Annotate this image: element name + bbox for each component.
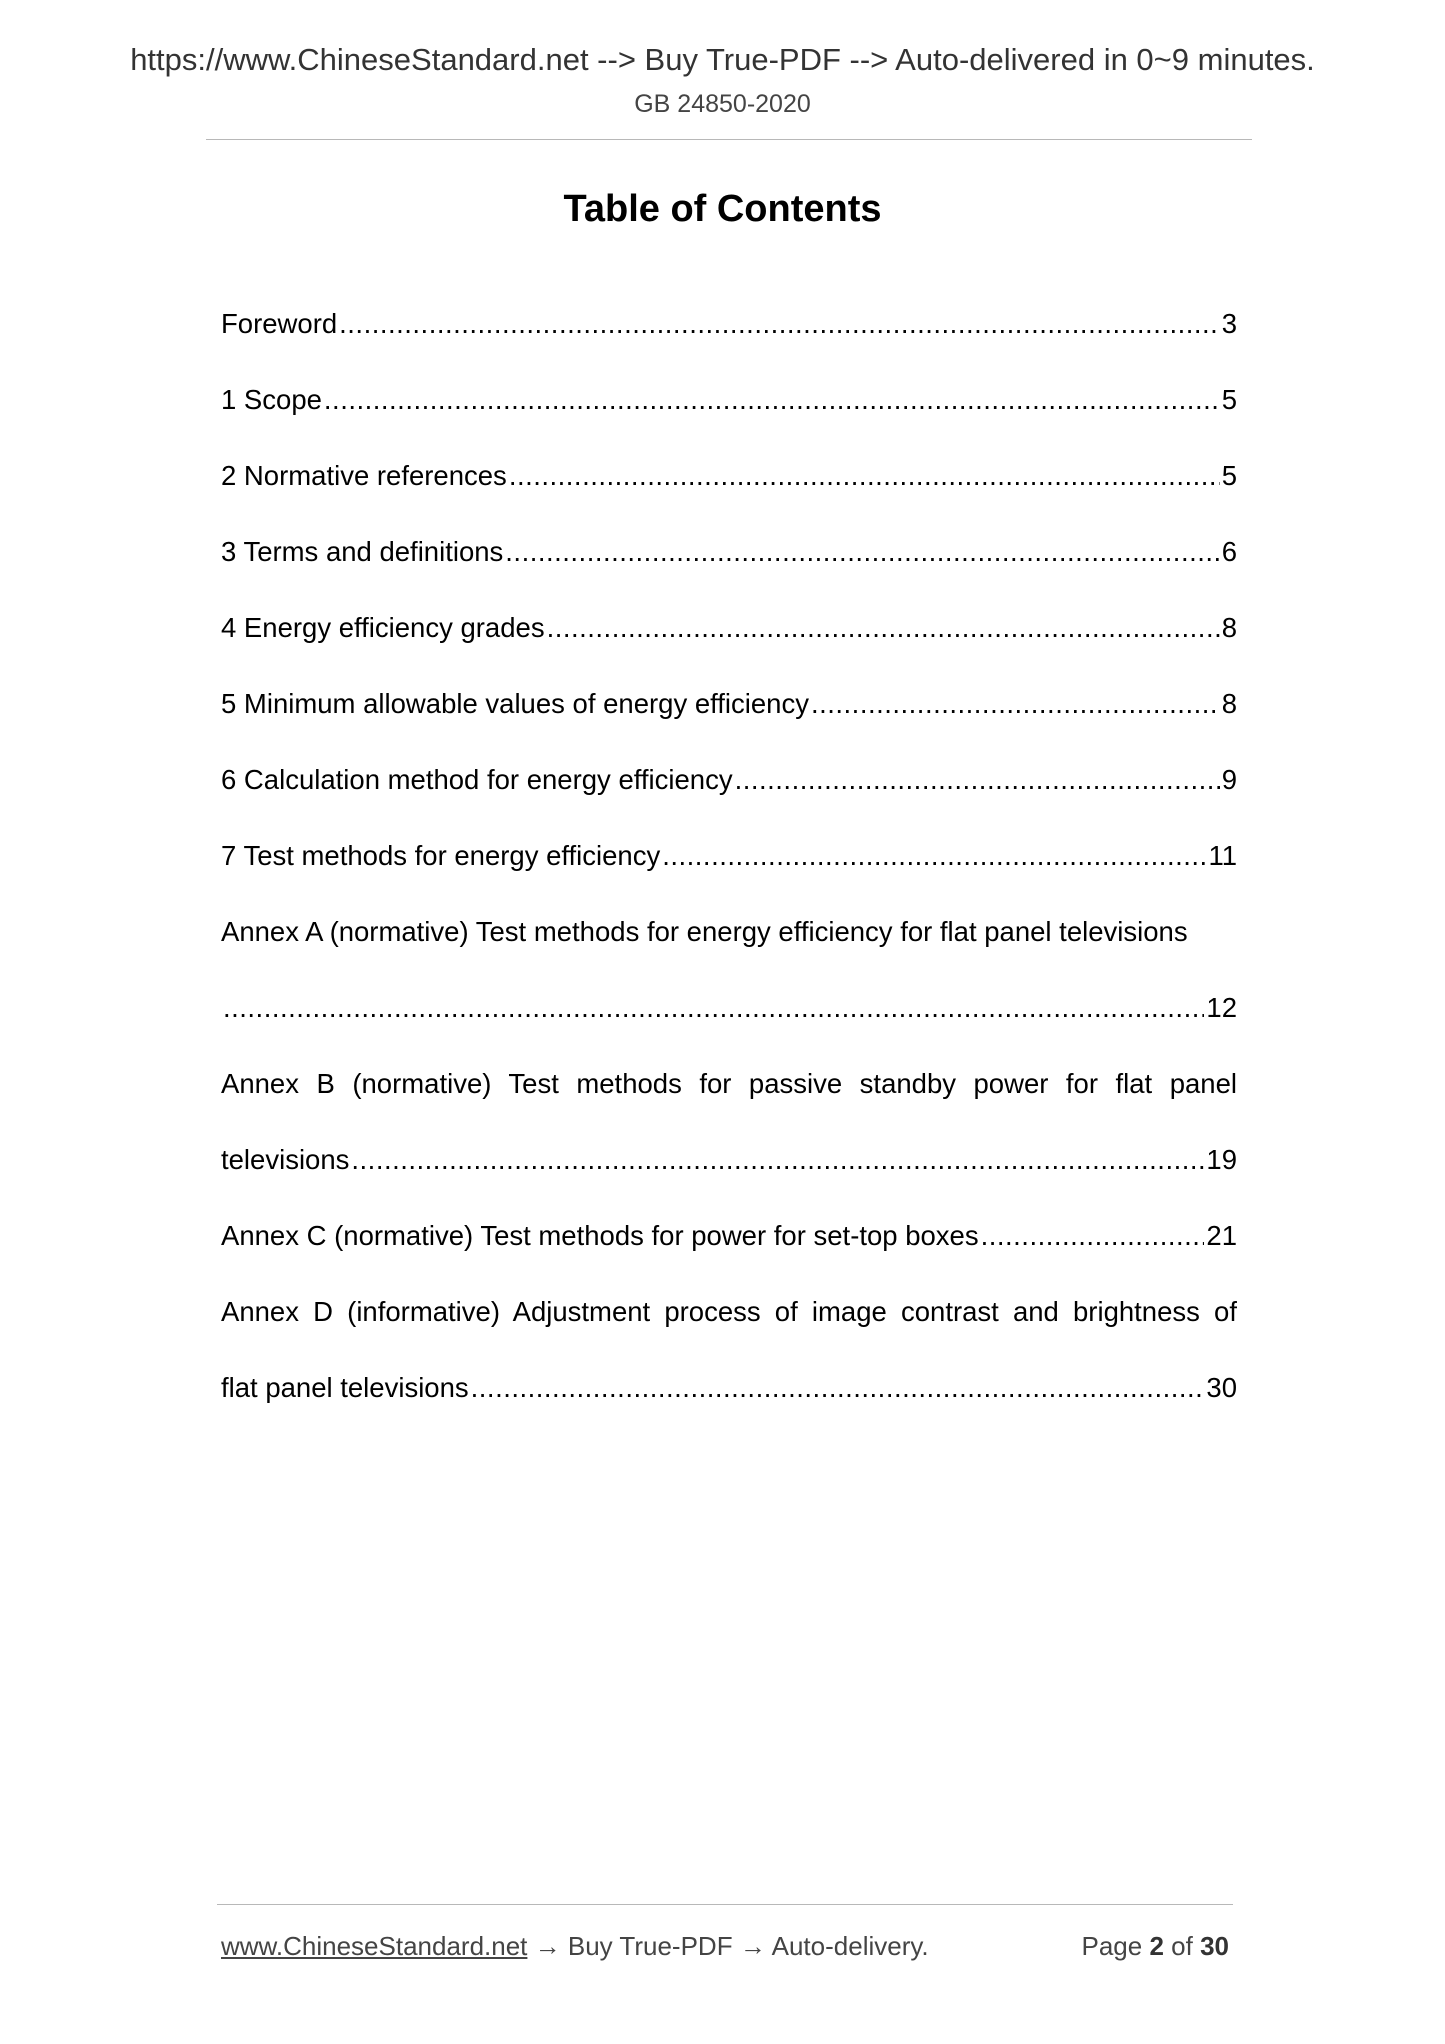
toc-entry-page: 6: [1221, 536, 1237, 567]
leader-dots: [339, 302, 1220, 346]
toc-entry-page: 30: [1206, 1372, 1237, 1403]
leader-dots: [509, 454, 1220, 498]
toc-entry-foreword[interactable]: [221, 302, 1237, 346]
toc-entry-label: 5 Minimum allowable values of energy efficiency: [221, 688, 809, 719]
leader-dots: [811, 682, 1220, 726]
toc-entry-page: 12: [1206, 992, 1237, 1023]
toc-entry-page: 3: [1221, 308, 1237, 339]
delivery-text: Auto-delivery.: [771, 1931, 929, 1961]
toc-entry-page: 9: [1221, 764, 1237, 795]
toc-entry-annex-a[interactable]: [221, 986, 1237, 1030]
toc-entry-annex-c[interactable]: [221, 1214, 1237, 1258]
site-link[interactable]: www.ChineseStandard.net: [221, 1931, 528, 1961]
toc-entry-label: 4 Energy efficiency grades: [221, 612, 545, 643]
toc-entry-page: 5: [1221, 384, 1237, 415]
page-of-label: of: [1171, 1931, 1193, 1961]
buy-text: Buy True-PDF: [567, 1931, 733, 1961]
arrow-right-icon: →: [739, 1931, 766, 1961]
document-id: GB 24850-2020: [634, 90, 811, 118]
toc-entry-page: 11: [1208, 840, 1237, 871]
toc-entry-page: 8: [1221, 688, 1237, 719]
toc-entry-scope[interactable]: [221, 378, 1237, 422]
toc-entry-energy-efficiency-grades[interactable]: [221, 606, 1237, 650]
toc-entry-label: Annex B (normative) Test methods for passive standby power for flat panel: [221, 1068, 1237, 1099]
toc-entry-terms-definitions[interactable]: [221, 530, 1237, 574]
leader-dots: [351, 1138, 1204, 1182]
arrow-right-icon: →: [534, 1931, 561, 1961]
toc-entry-label: 2 Normative references: [221, 460, 507, 491]
toc-entry-label: Annex D (informative) Adjustment process of image contrast and brightness of: [221, 1296, 1237, 1327]
toc-entry-normative-references[interactable]: [221, 454, 1237, 498]
header-banner: https://www.ChineseStandard.net --> Buy True-PDF --> Auto-delivered in 0~9 minutes.: [130, 42, 1315, 77]
toc-entry-label: Annex C (normative) Test methods for power for set-top boxes: [221, 1220, 979, 1251]
toc-entry-page: 21: [1206, 1220, 1237, 1251]
toc-entry-annex-a-line1[interactable]: [221, 910, 1237, 954]
toc-entry-label: 6 Calculation method for energy efficiency: [221, 764, 733, 795]
toc-entry-minimum-allowable-values[interactable]: [221, 682, 1237, 726]
leader-dots: [324, 378, 1220, 422]
toc-entry-annex-d-line1[interactable]: [221, 1290, 1237, 1334]
toc-entry-annex-b-line1[interactable]: [221, 1062, 1237, 1106]
toc-entry-label: 1 Scope: [221, 384, 322, 415]
leader-dots: [662, 834, 1206, 878]
leader-dots: [471, 1366, 1205, 1410]
page-number: [1081, 1926, 1229, 1966]
page-label: Page: [1081, 1931, 1143, 1961]
toc-entry-test-methods[interactable]: [221, 834, 1237, 878]
page-current: 2: [1149, 1931, 1164, 1961]
header-divider: [206, 139, 1252, 140]
leader-dots: [735, 758, 1220, 802]
leader-dots: [547, 606, 1220, 650]
toc-entry-label: flat panel televisions: [221, 1372, 469, 1403]
toc-entry-label: 3 Terms and definitions: [221, 536, 504, 567]
leader-dots: [223, 986, 1204, 1030]
toc-entry-label: 7 Test methods for energy efficiency: [221, 840, 661, 871]
toc-entry-page: 8: [1221, 612, 1237, 643]
toc-entry-page: 5: [1221, 460, 1237, 491]
toc-entry-label: televisions: [221, 1144, 350, 1175]
toc-title: Table of Contents: [563, 188, 882, 230]
leader-dots: [505, 530, 1219, 574]
page-header: [0, 36, 1445, 124]
page-footer: [221, 1926, 1229, 1966]
toc-entry-label: Annex A (normative) Test methods for energy efficiency for flat panel televisions: [221, 916, 1188, 947]
toc-entry-annex-d[interactable]: [221, 1366, 1237, 1410]
toc-entry-page: 19: [1206, 1144, 1237, 1175]
footer-divider: [217, 1904, 1233, 1905]
footer-promo: [221, 1926, 929, 1966]
toc-entry-annex-b[interactable]: [221, 1138, 1237, 1182]
toc-entry-label: Foreword: [221, 308, 338, 339]
toc-entry-calculation-method[interactable]: [221, 758, 1237, 802]
leader-dots: [981, 1214, 1205, 1258]
page-total: 30: [1200, 1931, 1229, 1961]
